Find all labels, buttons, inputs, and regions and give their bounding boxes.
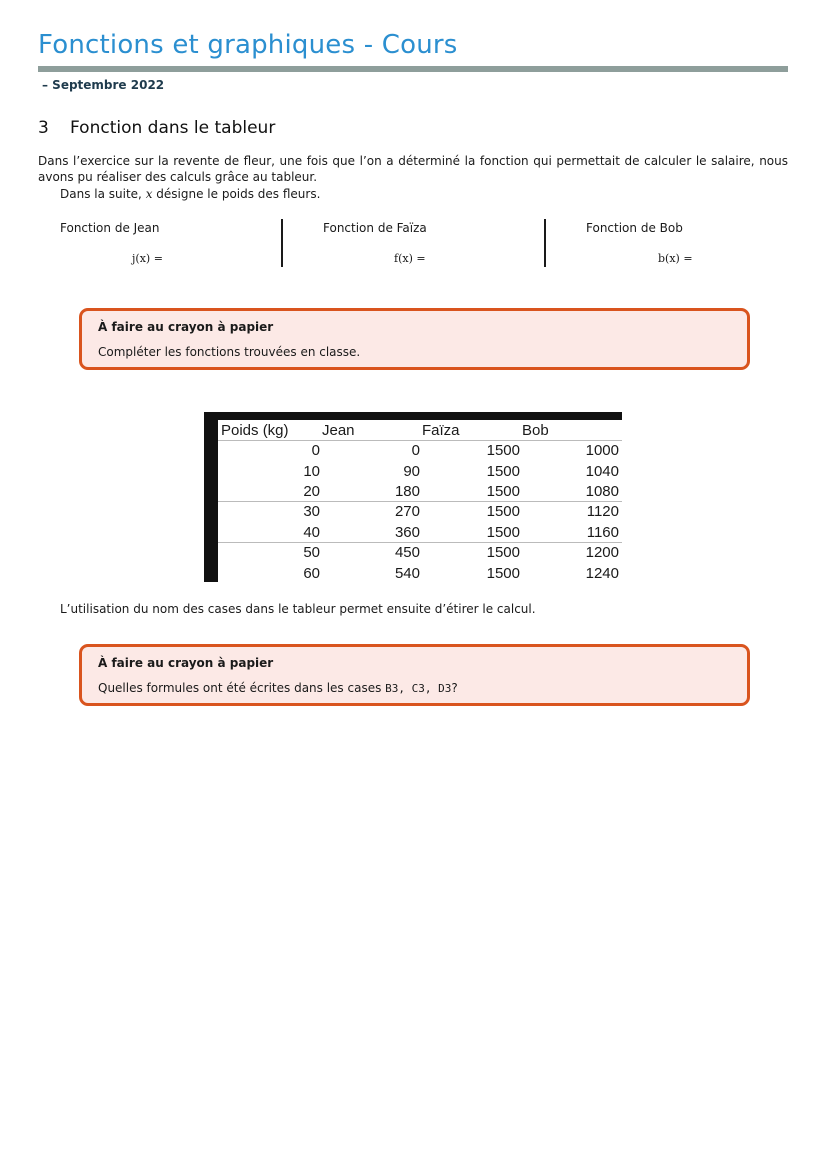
task-box-body: Compléter les fonctions trouvées en classe.	[98, 345, 361, 359]
table-cell: 1200	[585, 544, 619, 561]
after-table-text: L’utilisation du nom des cases dans le tableur permet ensuite d’étirer le calcul.	[60, 602, 536, 616]
table-cell: 1500	[486, 503, 520, 520]
task-box-title: À faire au crayon à papier	[98, 656, 274, 670]
function-expression: b(x) =	[658, 252, 693, 265]
spreadsheet-table	[204, 412, 622, 582]
table-row	[218, 482, 622, 502]
section-number: 3	[38, 118, 49, 138]
intro-paragraph: Dans l’exercice sur la revente de fleur, une fois que l’on a déterminé la fonction qui permettait de calculer le salaire, nous avons pu réaliser des calculs grâce au tableur.	[38, 154, 788, 184]
task-box-title: À faire au crayon à papier	[98, 320, 274, 334]
table-cell: 1500	[486, 565, 520, 582]
task-box-2	[79, 644, 750, 706]
table-cell: 20	[303, 483, 320, 500]
table-cell: 450	[394, 544, 420, 561]
spreadsheet-column-header-bar	[204, 412, 622, 420]
header-cell: Jean	[322, 422, 355, 439]
section-title: Fonction dans le tableur	[70, 118, 276, 138]
function-jean	[60, 219, 280, 267]
function-bob	[586, 219, 786, 267]
table-cell: 0	[311, 442, 320, 459]
column-divider	[544, 219, 546, 267]
task-box-body	[98, 681, 458, 695]
intro-suite	[60, 187, 320, 201]
table-cell: 270	[394, 503, 420, 520]
table-cell: 540	[394, 565, 420, 582]
table-header-row	[218, 421, 622, 441]
table-row	[218, 441, 622, 461]
task-text-before: Quelles formules ont été écrites dans les cases	[98, 681, 386, 695]
table-cell: 1160	[586, 524, 619, 541]
task-text-after: ?	[451, 681, 458, 695]
function-faiza	[323, 219, 543, 267]
spreadsheet-row-header-bar	[204, 412, 218, 582]
suite-text-after: désigne le poids des fleurs.	[152, 187, 321, 201]
table-cell: 30	[303, 503, 320, 520]
function-label: Fonction de Bob	[586, 221, 683, 235]
variable-x: x	[145, 187, 153, 201]
header-cell: Poids (kg)	[221, 422, 289, 439]
table-cell: 40	[303, 524, 320, 541]
function-label: Fonction de Jean	[60, 221, 160, 235]
table-cell: 180	[394, 483, 420, 500]
table-cell: 1500	[486, 524, 520, 541]
function-expression: j(x) =	[132, 252, 163, 265]
title-rule	[38, 66, 788, 72]
table-cell: 1080	[585, 483, 619, 500]
document-date: – Septembre 2022	[42, 78, 165, 92]
header-cell: Faïza	[422, 422, 460, 439]
suite-text-before: Dans la suite,	[60, 187, 146, 201]
header-cell: Bob	[522, 422, 549, 439]
column-divider	[281, 219, 283, 267]
table-cell: 1500	[486, 544, 520, 561]
table-cell: 1500	[486, 463, 520, 480]
section-heading	[38, 118, 275, 138]
function-label: Fonction de Faïza	[323, 221, 427, 235]
table-row	[218, 462, 622, 482]
table-cell: 60	[303, 565, 320, 582]
table-cell: 1120	[586, 503, 619, 520]
table-cell: 90	[403, 463, 420, 480]
table-row	[218, 543, 622, 563]
table-cell: 1000	[585, 442, 619, 459]
function-expression: f(x) =	[394, 252, 426, 265]
table-cell: 0	[411, 442, 420, 459]
table-cell: 50	[303, 544, 320, 561]
table-cell: 360	[394, 524, 420, 541]
table-row	[218, 523, 622, 543]
page-title: Fonctions et graphiques - Cours	[38, 30, 458, 60]
table-row	[218, 564, 622, 584]
table-cell: 1500	[486, 483, 520, 500]
table-cell: 1500	[486, 442, 520, 459]
table-cell: 10	[303, 463, 320, 480]
table-row	[218, 502, 622, 522]
cell-references: B3, C3, D3	[385, 682, 452, 695]
task-box-1	[79, 308, 750, 370]
table-cell: 1040	[585, 463, 619, 480]
table-cell: 1240	[585, 565, 619, 582]
